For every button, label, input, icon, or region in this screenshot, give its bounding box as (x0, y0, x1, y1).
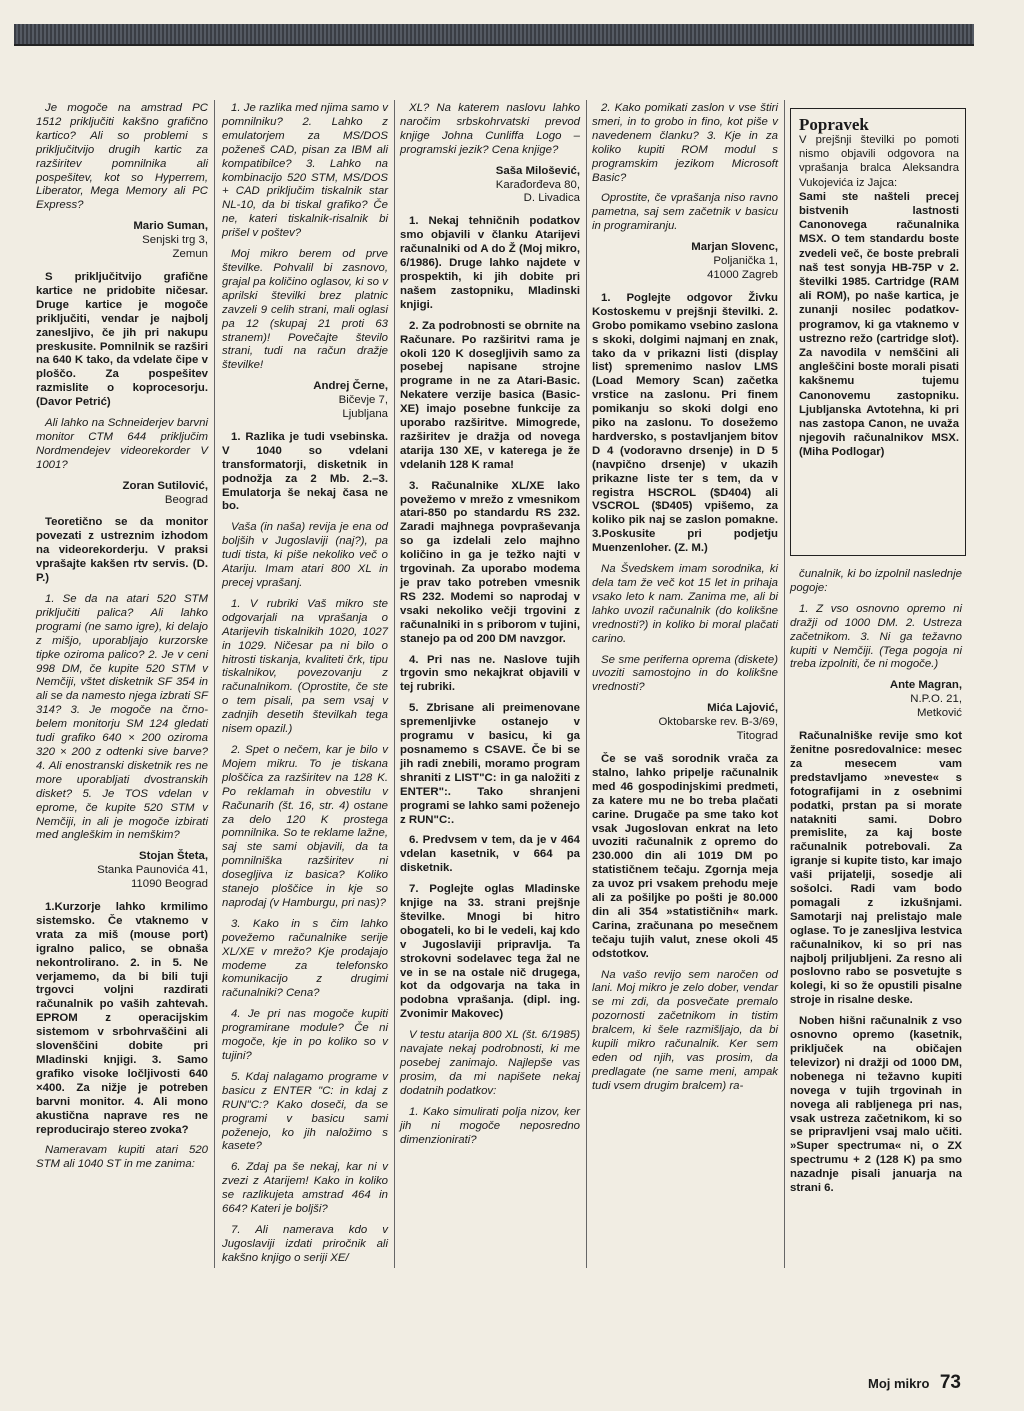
letter-text: 2. Kako pomikati zaslon v vse štiri smeri, in to grobo in fino, kot piše v navedenem članku? 3. Kje in za koliko kupiti ROM modul s programskim jezikom Microsoft Basic? (592, 102, 778, 184)
column-1 (36, 102, 208, 1272)
author-name: Andrej Černe, (313, 380, 388, 393)
header-bar (14, 24, 974, 46)
author-city: D. Livadica (523, 192, 580, 205)
letter-text: Moj mikro berem od prve številke. Pohvalil bi zasnovo, grajal pa količino oglasov, ki so v aprilski številki brez platnic zavzeli 9 celih strani, mali oglasi pa 12 (skupaj 21 proti 63 stranem)! Povečajte število strani, tudi na račun dražje številke! (222, 248, 388, 372)
answer-text: 6. Predvsem v tem, da je v 464 vdelan kasetnik, v 664 pa disketnik. (400, 834, 580, 875)
author-name: Mario Suman, (133, 220, 208, 233)
author-address: Bičevje 7, (338, 394, 388, 407)
author-address: Karađorđeva 80, (495, 178, 580, 191)
author-city: 41000 Zagreb (707, 268, 778, 281)
signature (36, 220, 208, 262)
letter-text: Ali lahko na Schneiderjev barvni monitor CTM 644 priključim Nordmendejev videorekorder V 1001? (36, 417, 208, 471)
author-name: Stojan Šteta, (139, 850, 208, 863)
signature (36, 480, 208, 508)
letter-text: 1. Kako simulirati polja nizov, ker jih ni mogoče neposredno dimenzionirati? (400, 1105, 580, 1146)
letter-text: 4. Je pri nas mogoče kupiti programirane module? Če ni mogoče, kje in po koliko so v tujini? (222, 1008, 388, 1062)
answer-text: Teoretično se da monitor povezati z ustreznim izhodom na videorekorderju. V praksi vprašajte kakšen rtv servis. (D. P.) (36, 516, 208, 585)
letter-text: 1. Je razlika med njima samo v pomnilniku? 2. Lahko z emulatorjem za MS/DOS poženeš CAD, pisan za IBM ali kompatibilce? 3. Lahko na kombinacijo 520 STM, MS/DOS + CAD priključim tiskalnik star NL-10, da bi tiskal grafiko? Če ne, kateri tiskalnik-risalnik bi prišel v poštev? (222, 102, 388, 240)
author-city: Ljubljana (342, 408, 388, 421)
author-name: Marjan Slovenc, (691, 241, 778, 254)
letter-text: 5. Kdaj nalagamo programe v basicu z ENTER "C: in kdaj z RUN"C:? Kako doseči, da se programi v basicu sami poženejo, ko jih naložimo s kasete? (222, 1070, 388, 1153)
page-number: 73 (939, 1372, 961, 1393)
answer-text: 3. Računalnike XL/XE lako povežemo v mrežo z vmesnikom atari-850 po standardu RS 232. Zaradi majhnega povpraševanja so ga izdelali zelo majhno količino in ga je težko najti v trgovinah. Za uporabo modema je prav tako potreben vmesnik RS 232. Modemi so naprodaj v vsaki nekoliko večji trgovini z računalniki in s priborom v tujini, stanejo pa od 200 DM navzgor. (400, 479, 580, 645)
column-5 (790, 568, 962, 1195)
answer-text: Noben hišni računalnik z vso osnovno opremo (kasetnik, priključek na običajen televizor) ni dražji od 1000 DM, nobenega ni težavno kupiti novega v tujih trgovinah in novega ali rabljenega pri nas, vsak ustreza začetnikom, ki so se pripravljeni vsaj malo učiti. »Super spectruma« ni, o ZX spectrumu + 2 (128 K) pa smo nazadnje pisali januarja na strani 6. (790, 1015, 962, 1195)
letter-text: Na vašo revijo sem naročen od lani. Moj mikro je zelo dober, vendar se mi zdi, da posvečate premalo pozornosti začetnikom in tistim bralcem, ki šele razmišljajo, da bi kupili mikro računalnik. Ker sem eden od njih, vas prosim, da predlagate (ne same meni, ampak tudi vsem drugim bralcem) ra- (592, 968, 778, 1092)
answer-text: 4. Pri nas ne. Naslove tujih trgovin smo nekajkrat objavili v tej rubriki. (400, 653, 580, 694)
letter-text: 1. Se da na atari 520 STM priključiti palica? Ali lahko programi (ne samo igre), ki delajo z mišjo, uporabljajo kurzorske tipke oziroma palico? 2. Je v ceni 998 DM, če kupite 520 STM v Nemčiji, vštet disketnik SF 354 in ali se da namesto njega izbrati SF 314? 3. Je mogoče na črno-belem monitorju SM 124 gledati tudi grafiko 640 × 200 oziroma 320 × 200 z odtenki sive barve? 4. Ali enostranski disketnik res ne more uporabljati dvostranskih disket? 5. Je TOS vdelan v eprome, če kupite 520 STM v Nemčiji, in ali je mogoče izbirati med angleškim in nemškim? (36, 593, 208, 842)
column-rule (214, 100, 215, 1268)
author-city: Metković (917, 707, 962, 720)
author-name: Saša Milošević, (495, 164, 580, 177)
signature (222, 380, 388, 422)
letter-text: Na Švedskem imam sorodnika, ki dela tam že več kot 15 let in prihaja vsako leto k nam. Zanima me, ali bi lahko uvozil računalnik (do kolikšne vrednosti?) in koliko bi moral plačati carino. (592, 563, 778, 645)
answer-text: 1. Razlika je tudi vsebinska. V 1040 so vdelani transformatorji, disketnik in podnožja za 2 Mb. 2.–3. Emulatorja še nekaj časa ne bo. (222, 430, 388, 513)
letter-text: Oprostite, če vprašanja niso ravno pametna, saj sem začetnik v basicu in programiranju. (592, 192, 778, 233)
letter-text: čunalnik, ki bo izpolnil naslednje pogoje: (790, 568, 962, 594)
author-city: Beograd (164, 493, 208, 506)
author-address: Poljanička 1, (713, 255, 778, 268)
letter-text: XL? Na katerem naslovu lahko naročim srbskohrvatski prevod knjige Johna Cunliffa Logo – programski jezik? Cena knjige? (400, 102, 580, 156)
author-name: Zoran Sutilović, (122, 479, 208, 492)
answer-text: Računalniške revije smo kot ženitne posredovalnice: mesec za mesecem vam predstavljamo »neveste« s fotografijami in z osebnimi podatki, prstan pa si morate natakniti sami. Dobro premislite, za kaj boste računalnik potrebovali. Za igranje si kupite tisto, kar imajo vaši prijatelji, sosedje ali sošolci. Radi vam bodo pomagali z izkušnjami. Samotarji naj prelistajo male oglase. To je zanesljiva lestvica računalnikov, ki so pri nas najbolj priljubljeni. Za resno ali poslovno rabo se posvetujte s kolegi, ki so že opustili pisalne stroje in risalne deske. (790, 730, 962, 1007)
answer-text: 1. Poglejte odgovor Živku Kostoskemu v prejšnji številki. 2. Grobo pomikamo vsebino zaslona s skoki, dolgimi najmanj en znak, tako da v prikazni listi (display list) spremenimo naslov LMS (Load Memory Scan) začetka vrstice na zaslonu. Pri finem pomikanju so skoki dolgi eno piko na zaslonu. To dosežemo hardversko, s postavljanjem bitov D 4 (vodoravno drsenje) in D 5 (navpično drsenje) v ukazih prikazne liste ter s tem, da v registra HSCROL ($D404) ali VSCROL ($D405) vpišemo, za koliko pik naj se zaslon pomakne. 3.Poskusite pri podjetju Muenzenloher. (Z. M.) (592, 291, 778, 555)
signature (790, 679, 962, 721)
signature (36, 850, 208, 892)
signature (592, 702, 778, 744)
correction-answer: Sami ste našteli precej bistvenih lastnosti Canonovega računalnika MSX. O tem standardu boste zvedeli več, če boste prebrali naš test sonyja HB-75P v 2. številki 1985. Cartridge (RAM ali ROM), po naše kartica, je zunanji nosilec podatkov-programov, ki ga vtaknemo v ustrezno režo (cartridge slot). Za navodila v nemščini ali angleščini boste morali pisati kakšnemu tujemu Canonovemu zastopniku. Ljubljanska Avtotehna, ki pri nas zastopa Canon, ne uvaža njegovih računalnikov MSX. (Miha Podlogar) (799, 190, 959, 459)
answer-text: 1.Kurzorje lahko krmilimo sistemsko. Če vtaknemo v vrata za miš (mouse port) igralno palico, se obnaša nekontrolirano. 2. in 5. Ne verjamemo, da bi bili tuji trgovci voljni razdirati računalnik po vaših zahtevah. EPROM z operacijskim sistemom v srbohrvaščini ali slovenščini dobite pri Mladinski knjigi. 3. Samo grafiko visoke ločljivosti 640 ×400. Za nižje je potreben barvni monitor. 4. Ali mono akustična naprave res ne reproducirajo stereo zvoka? (36, 901, 208, 1136)
author-city: Titograd (736, 730, 778, 743)
column-3 (400, 102, 580, 1272)
letter-text: Vaša (in naša) revija je ena od boljših v Jugoslaviji (naj?), pa tudi tista, ki piše nekoliko več o Atariju. Imam atari 800 XL in precej vprašanj. (222, 521, 388, 589)
author-address: N.P.O. 21, (910, 693, 962, 706)
answer-text: 5. Zbrisane ali preimenovane spremenljivke ostanejo v programu v basicu, ki ga posnamemo s CSAVE. Če bi se jih radi znebili, moramo program shraniti z LIST"C: in ga naložiti z ENTER":. Tako shranjeni programi se lahko sami poženejo z RUN"C:. (400, 702, 580, 826)
author-city: 11090 Beograd (130, 878, 208, 891)
letter-text: 2. Spet o nečem, kar je bilo v Mojem mikru. To je tiskana ploščica za razširitev na 128 K. Po reklamah in obvestilu v Računarih (št. 16, str. 4) ostane za delo 120 K prostega pomnilnika. So te reklame lažne, saj ste sami objavili, da ta pomnilniška razširitev ni dosegljiva iz basica? Koliko stanejo ploščice in kje so naprodaj (v Hamburgu, pri nas)? (222, 743, 388, 909)
column-4 (592, 102, 778, 1272)
letter-text: Se sme periferna oprema (diskete) uvoziti samostojno in do kolikšne vrednosti? (592, 653, 778, 694)
signature (400, 165, 580, 207)
letter-text: 3. Kako in s čim lahko povežemo računalnike serije XL/XE v mrežo? Kje prodajajo modeme za telefonsko komunikacijo z drugimi računalniki? Cena? (222, 917, 388, 1000)
magazine-name: Moj mikro (868, 1376, 930, 1391)
answer-text: 1. Nekaj tehničnih podatkov smo objavili v članku Atarijevi računalniki od A do Ž (Moj mikro, 6/1986). Druge lahko najdete v prospektih, ki jih dobite pri našem zastopniku, Mladinski knjigi. (400, 215, 580, 311)
author-city: Zemun (172, 248, 208, 261)
letter-text: 6. Zdaj pa še nekaj, kar ni v zvezi z Atarijem! Kako in koliko se razlikujeta amstrad 464 in 664? Kateri je boljši? (222, 1161, 388, 1216)
author-name: Mića Lajović, (707, 702, 778, 715)
author-address: Oktobarske rev. B-3/69, (658, 716, 778, 729)
column-rule (784, 100, 785, 1268)
letter-text: Nameravam kupiti atari 520 STM ali 1040 ST in me zanima: (36, 1144, 208, 1171)
author-address: Stanka Paunovića 41, (97, 864, 208, 877)
letter-text: V testu atarija 800 XL (št. 6/1985) navajate nekaj podrobnosti, ki me posebej zanimajo. Najlepše vas prosim, da mi napišete nekaj dodatnih podatkov: (400, 1029, 580, 1097)
correction-intro: V prejšnji številki po pomoti nismo objavili odgovora na vprašanja bralca Aleksandra Vukojevića iz Jajca: (799, 134, 959, 189)
signature (592, 241, 778, 283)
letter-text: 1. V rubriki Vaš mikro ste odgovarjali na vprašanja o Atarijevih tiskalnikih 1020, 1027 in 1029. Ničesar pa ni bilo o hitrosti tiskanja, kvaliteti črk, tipu tiskalnikov, povezovanju z računalnikom. (Oprostite, če ste o tem pisali, pa sem vsaj v zadnjih desetih številkah tega nisem opazil.) (222, 597, 388, 736)
author-address: Senjski trg 3, (142, 234, 208, 247)
column-rule (586, 100, 587, 1268)
page-footer (868, 1372, 961, 1394)
answer-text: 2. Za podrobnosti se obrnite na Računare. Po razširitvi rama je okoli 120 K dosegljivih samo za posebej napisane strojne programe in ne za Atari-Basic. Nekatere verzije basica (Basic-XE) imajo posebne funkcije za uporabo razširitve. Mimogrede, razširitev je dražja od novega atarija 130 XE, v katerega je že vdelanih 128 K rama! (400, 319, 580, 471)
answer-text: 7. Poglejte oglas Mladinske knjige na 33. strani prejšnje številke. Mnogi bi hitro obogateli, ko bi le vedeli, kaj kdo v Jugoslaviji pripravlja. Ta strokovni sodelavec tega žal ne ve in se na ostale nič drugega, kot da odgovarja na taka in podobna vprašanja. (dipl. ing. Zvonimir Makovec) (400, 883, 580, 1021)
column-rule (394, 100, 395, 1268)
letter-text: Je mogoče na amstrad PC 1512 priključiti kakšno grafično kartico? Ali so problemi s priključitvijo drugih kartic za razširitev pomnilnika ali pospešitev, kot so Hyperrem, Liberator, Mega Memory ali PC Express? (36, 102, 208, 212)
correction-box (790, 108, 966, 556)
column-2 (222, 102, 388, 1272)
answer-text: Če se vaš sorodnik vrača za stalno, lahko pripelje računalnik med 46 gospodinjskimi predmeti, za katere mu ne bo treba plačati carine. Drugače pa sme tako kot vsak Jugoslovan enkrat na leto uvoziti računalnik z opremo do 230.000 din ali 1019 DM po statističnem tečaju. Zgornja meja za uvoz pri vsakem prehodu meje ali za pošiljke po pošti je 80.000 din ali 354 »statističnih« mark. Carina, zračunana po mesečnem tečaju tujih valut, znese okoli 45 odstotkov. (592, 752, 778, 960)
letter-text: 1. Z vso osnovno opremo ni dražji od 1000 DM. 2. Ustreza začetnikom. 3. Ni ga težavno kupiti v Nemčiji. (Tega pogoja ni treba izpolniti, če ni mogoče.) (790, 602, 962, 671)
correction-title: Popravek (799, 115, 869, 134)
answer-text: S priključitvijo grafične kartice ne pridobite ničesar. Druge kartice je mogoče priključiti, vendar je najbolj zanesljivo, če jih pri nakupu preskusite. Pomnilnik se razširi na 640 K tako, da vdelate čipe v ploščo. Za pospešitev razmislite o koprocesorju. (Davor Petrić) (36, 270, 208, 409)
letter-text: 7. Ali namerava kdo v Jugoslaviji izdati priročnik ali kakšno knjigo o seriji XE/ (222, 1223, 388, 1264)
author-name: Ante Magran, (889, 679, 962, 692)
